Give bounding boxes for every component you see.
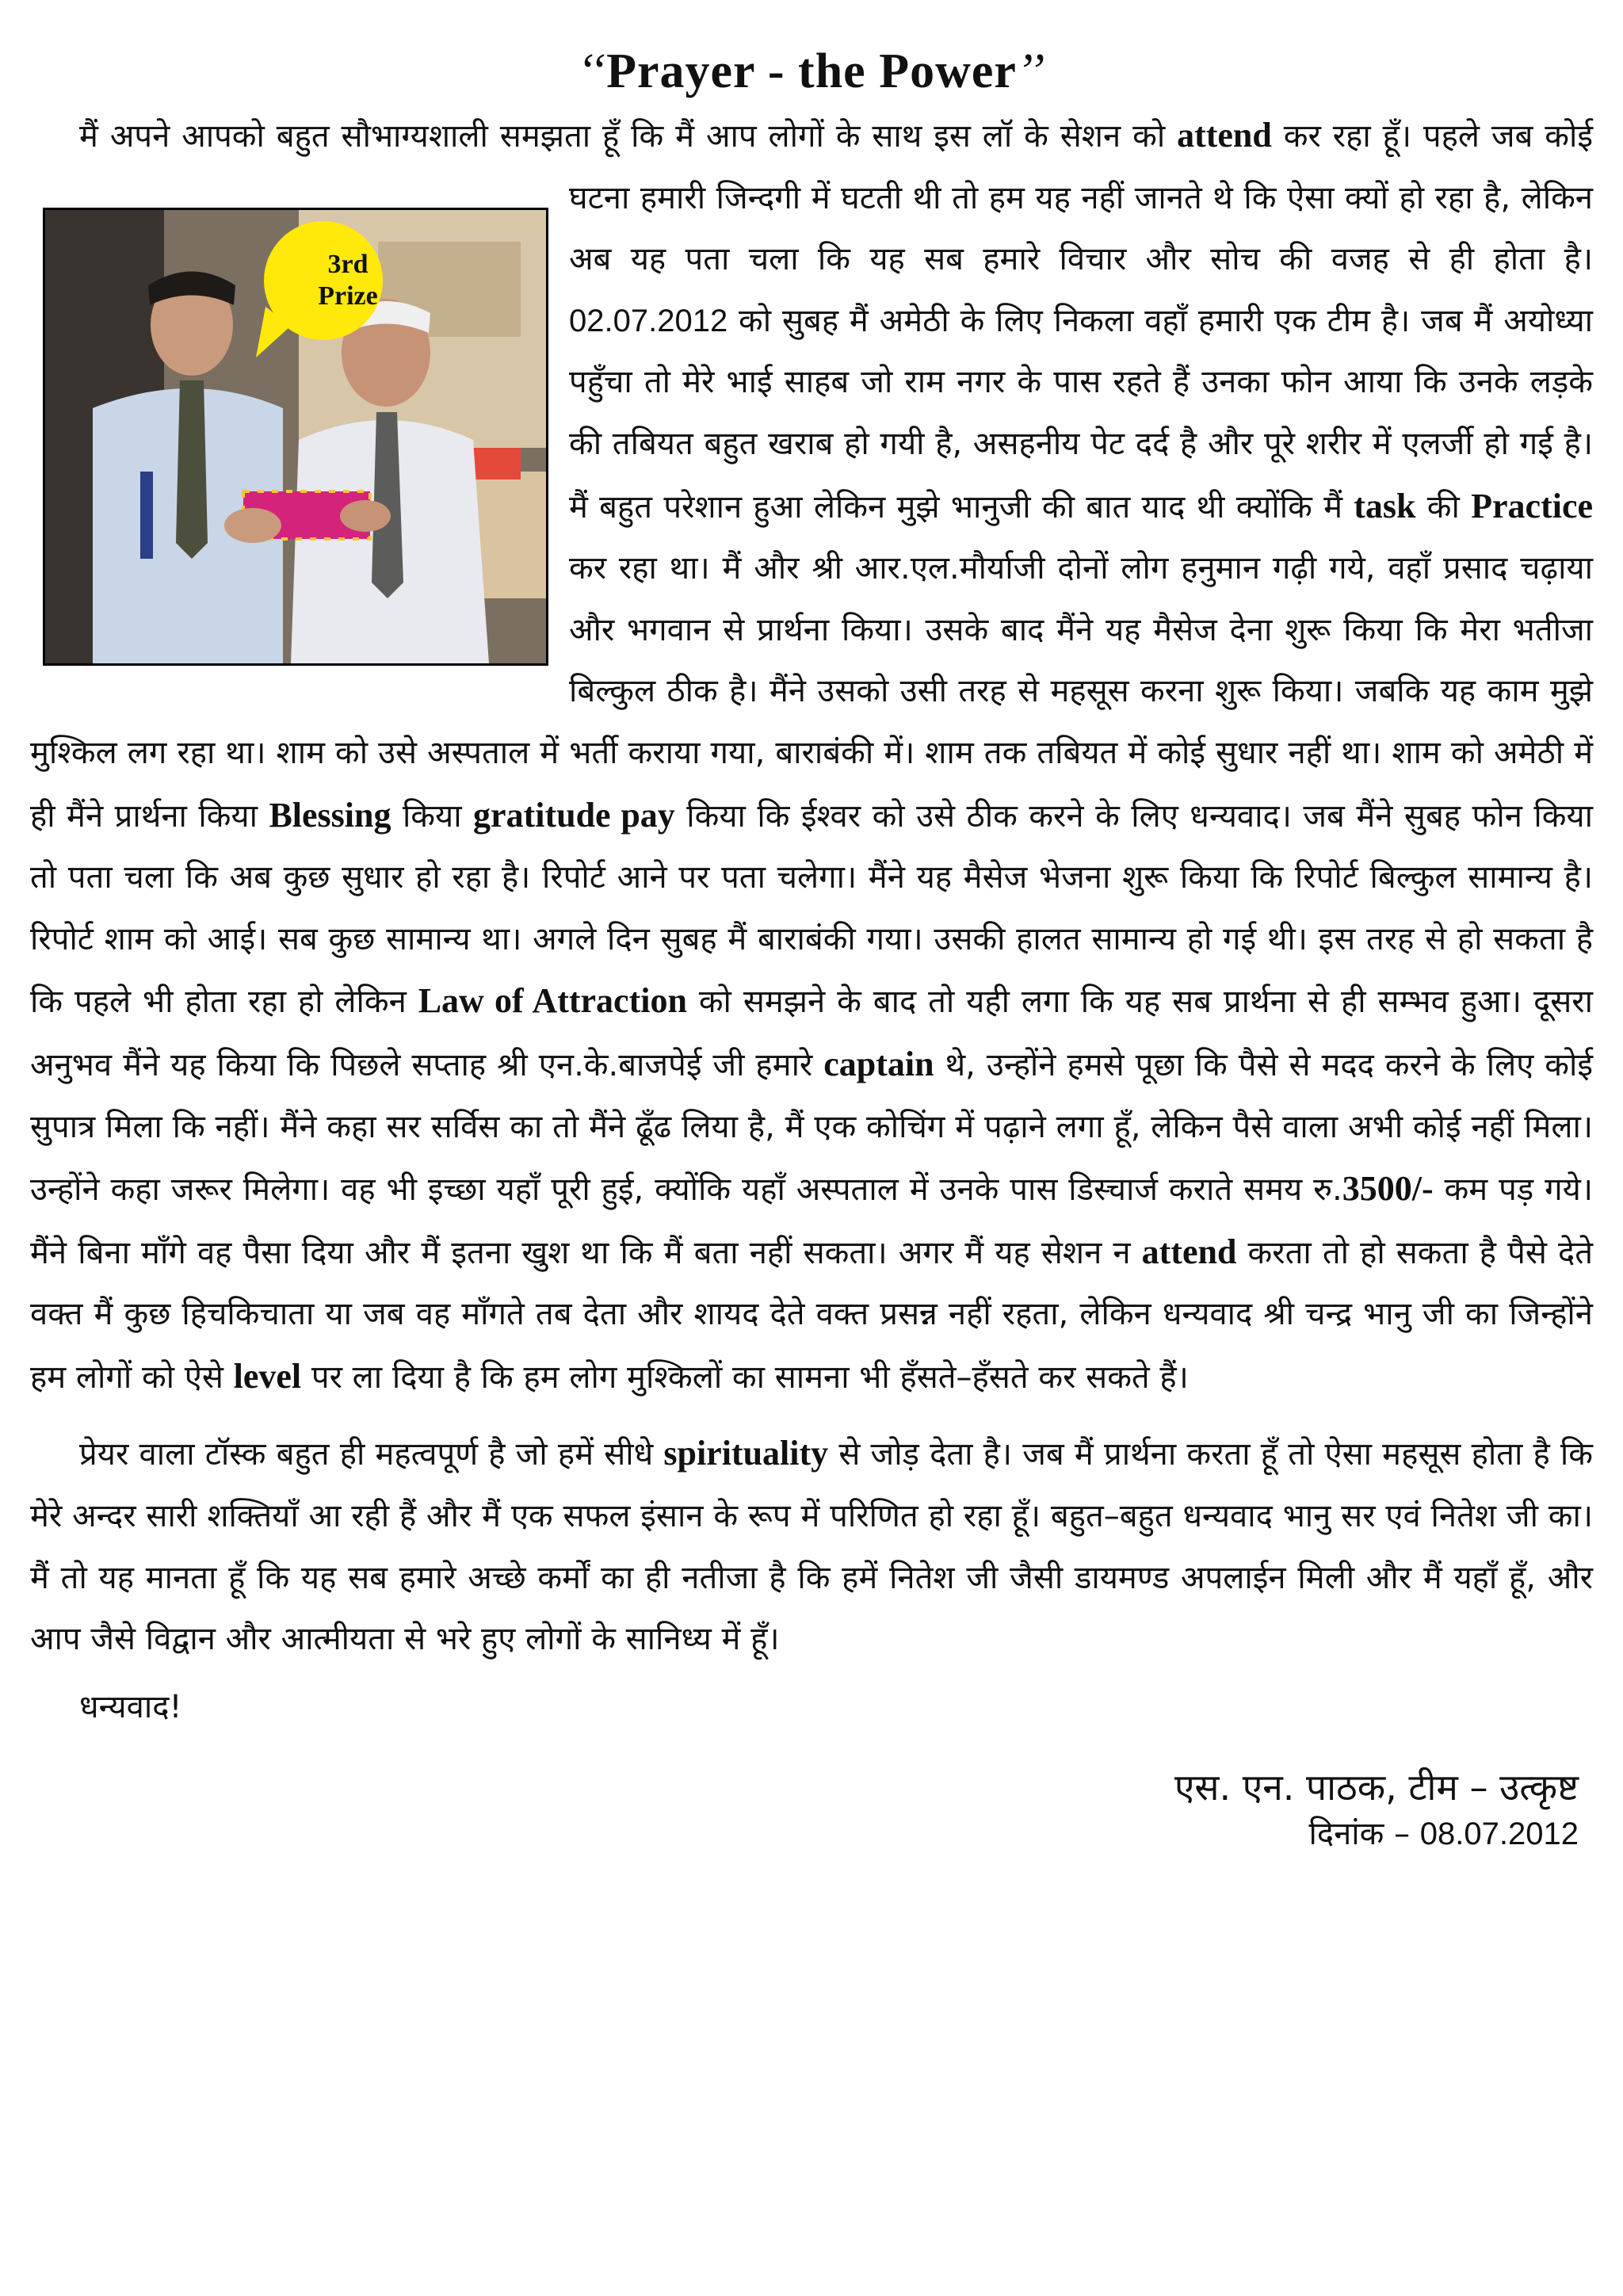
badge-line-1: 3rd — [327, 249, 369, 279]
english-term: 3500/- — [1342, 1169, 1434, 1209]
english-term: attend — [1141, 1232, 1237, 1271]
award-photo — [43, 208, 548, 666]
text-run: कर रहा था। मैं और श्री आर.एल.मौर्याजी दोनों लोग हनुमान गढ़ी गये, वहाँ प्रसाद चढ़ाया और भगवान से प्रार्थना किया। उसके बाद मैंने यह मैसेज देना शुरू किया कि मेरा भतीजा बिल्कुल ठीक है। मैंने उसको उसी तरह से महसूस करना शुरू किया। जबकि यह काम मुझे मुश्किल लग रहा था। शाम को उसे अस्पताल में भर्ती कराया गया, बाराबंकी में। शाम तक तबियत में कोई सुधार नहीं था। शाम को अमेठी में ही मैंने प्रार्थना किया — [30, 550, 1593, 835]
text-run: को समझने के बाद तो यही लगा कि यह सब प्रार्थना से ही सम्भव हुआ। दूसरा अनुभव मैंने यह किया कि पिछले सप्ताह श्री एन.के.बाजपेई जी हमारे — [30, 984, 1593, 1083]
title-quote-open: ‘‘ — [577, 44, 607, 98]
text-run: की — [1415, 488, 1472, 525]
english-term: Practice — [1471, 486, 1594, 525]
text-run: पर ला दिया है कि हम लोग मुश्किलों का सामना भी हँसते–हँसते कर सकते हैं। — [301, 1358, 1189, 1396]
text-run: किया कि ईश्वर को उसे ठीक करने के लिए धन्यवाद। जब मैंने सुबह फोन किया तो पता चला कि अब कुछ सुधार हो रहा है। रिपोर्ट आने पर पता चलेगा। मैंने यह मैसेज भेजना शुरू किया कि रिपोर्ट बिल्कुल सामान्य है। रिपोर्ट शाम को आई। सब कुछ सामान्य था। अगले दिन सुबह मैं बाराबंकी गया। उसकी हालत सामान्य हो गई थी। इस तरह से हो सकता है कि पहले भी होता रहा हो लेकिन — [30, 797, 1593, 1021]
english-term: gratitude pay — [473, 795, 675, 835]
english-term: attend — [1177, 116, 1272, 155]
text-run: कम पड़ गये। मैंने बिना माँगे वह पैसा दिया और मैं इतना खुश था कि मैं बता नहीं सकता। अगर मैं यह सेशन न — [30, 1171, 1593, 1271]
inline-date: 02.07.2012 — [569, 303, 728, 338]
date-value: 08.07.2012 — [1419, 1816, 1579, 1851]
text-run: से जोड़ देता है। जब मैं प्रार्थना करता हूँ तो ऐसा महसूस होता है कि मेरे अन्दर सारी शक्तियाँ आ रही हैं और मैं एक सफल इंसान के रूप में परिणित हो रहा हूँ। बहुत–बहुत धन्यवाद भानु सर एवं नितेश जी का। मैं तो यह मानता हूँ कि यह सब हमारे अच्छे कर्मों का ही नतीजा है कि हमें नितेश जी जैसी डायमण्ड अपलाईन मिली और मैं यहाँ हूँ, और आप जैसे विद्वान और आत्मीयता से भरे हुए लोगों के सानिध्य में हूँ। — [30, 1436, 1593, 1658]
page-title — [30, 38, 1593, 105]
signature: एस. एन. पाठक, टीम – उत्कृष्ट — [1174, 1765, 1579, 1809]
date-line — [30, 1813, 1593, 1855]
text-run: करता तो हो सकता है पैसे देते वक्त मैं कुछ हिचकिचाता या जब वह माँगते तब देता और शायद देते वक्त प्रसन्न नहीं रहता, लेकिन धन्यवाद श्री चन्द्र भानु जी का जिन्होंने हम लोगों को ऐसे — [30, 1234, 1593, 1396]
prize-badge — [264, 221, 383, 340]
paragraph-2 — [30, 1423, 1593, 1670]
date-label: दिनांक – — [1308, 1815, 1420, 1852]
badge-line-2: Prize — [318, 281, 378, 311]
title-quote-close: ’’ — [1016, 44, 1046, 98]
text-run: को सुबह मैं अमेठी के लिए निकला वहाँ हमारी एक टीम है। जब मैं अयोध्या पहुँचा तो मेरे भाई साहब जो राम नगर के पास रहते हैं उनका फोन आया कि उनके लड़के की तबियत बहुत खराब हो गयी है, असहनीय पेट दर्द है और पूरे शरीर में एलर्जी हो गई है। मैं बहुत परेशान हुआ लेकिन मुझे भानुजी की बात याद थी क्योंकि मैं — [569, 302, 1593, 525]
english-term: task — [1354, 486, 1416, 525]
text-run: किया — [391, 797, 474, 835]
english-term: Law of Attraction — [418, 981, 687, 1021]
closing-thanks: धन्यवाद! — [79, 1688, 182, 1725]
english-term: Blessing — [269, 795, 391, 835]
english-term: spirituality — [663, 1434, 829, 1473]
text-run: कर रहा हूँ। पहले जब कोई घटना हमारी जिन्दगी में घटती थी तो हम यह नहीं जानते थे कि ऐसा क्यों हो रहा है, लेकिन अब यह पता चला कि यह सब हमारे विचार और सोच की वजह से ही होता है। — [569, 118, 1593, 278]
title-text: Prayer - the Power — [606, 44, 1017, 98]
text-run: प्रेयर वाला टॉस्क बहुत ही महत्वपूर्ण है जो हमें सीधे — [79, 1436, 664, 1473]
english-term: level — [233, 1356, 302, 1396]
text-run: मैं अपने आपको बहुत सौभाग्यशाली समझता हूँ कि मैं आप लोगों के साथ इस लॉ के सेशन को — [79, 118, 1178, 155]
paragraph-1 — [30, 105, 1593, 1408]
text-run: थे, उन्होंने हमसे पूछा कि पैसे से मदद करने के लिए कोई सुपात्र मिला कि नहीं। मैंने कहा सर सर्विस का तो मैंने ढूँढ लिया है, मैं एक कोचिंग में पढ़ाने लगा हूँ, लेकिन पैसे वाला अभी कोई नहीं मिला। उन्होंने कहा जरूर मिलेगा। वह भी इच्छा यहाँ पूरी हुई, क्योंकि यहाँ अस्पताल में उनके पास डिस्चार्ज कराते समय रु. — [30, 1046, 1594, 1209]
english-term: captain — [823, 1044, 934, 1083]
